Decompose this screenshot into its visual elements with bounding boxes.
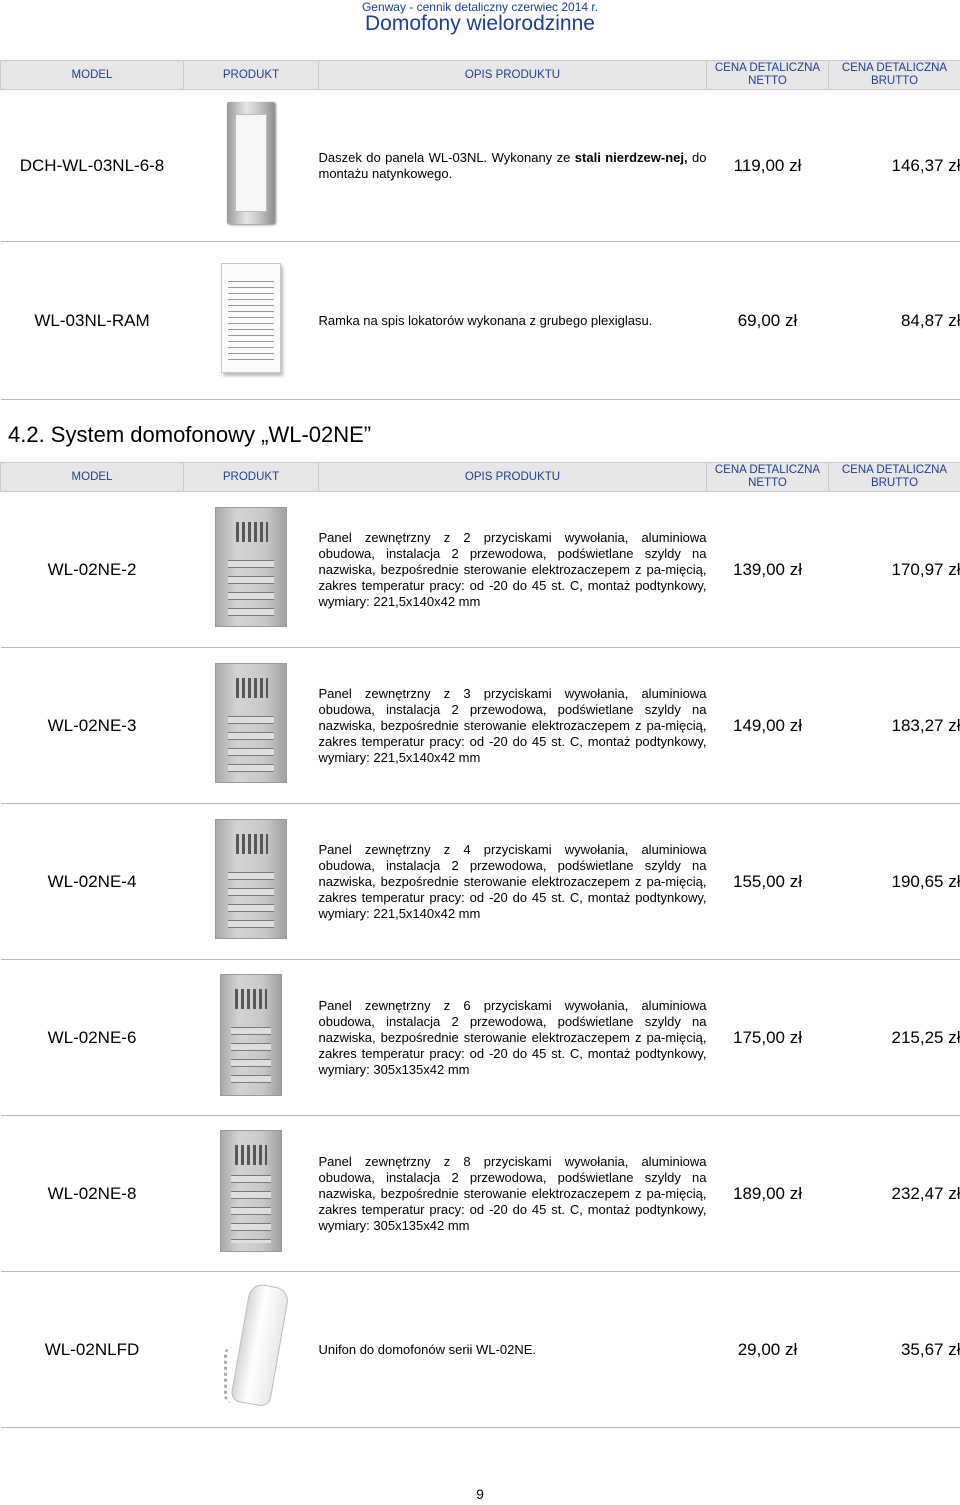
gross-price-cell: 35,67 zł <box>829 1272 960 1428</box>
gross-price-cell: 232,47 zł <box>829 1116 960 1272</box>
net-price-cell: 175,00 zł <box>707 960 829 1116</box>
description-cell: Panel zewnętrzny z 6 przyciskami wywołania, aluminiowa obudowa, instalacja 2 przewodowa, podświetlane szyldy na nazwiska, bezpośrednie sterowanie elektrozaczepem z pa-mięcią, zakres temperatur pracy: od -20 do 45 st. C, montaż podtynkowy, wymiary: 305x135x42 mm <box>319 960 707 1116</box>
col-header-description: OPIS PRODUKTU <box>319 463 707 492</box>
col-header-net: CENA DETALICZNA NETTO <box>707 61 829 90</box>
section-title: 4.2. System domofonowy „WL-02NE” <box>8 422 372 447</box>
page-number: 9 <box>476 1486 484 1502</box>
product-image-panel <box>184 960 319 1116</box>
description-cell: Ramka na spis lokatorów wykonana z grubego plexiglasu. <box>319 242 707 400</box>
product-image-handset <box>184 1272 319 1428</box>
door-panel-image <box>215 819 287 939</box>
handset-image <box>222 1285 280 1409</box>
gross-price-cell: 146,37 zł <box>829 90 960 242</box>
price-table-1 <box>0 60 960 400</box>
model-cell: WL-03NL-RAM <box>1 242 184 400</box>
gross-price-cell: 183,27 zł <box>829 648 960 804</box>
net-price-cell: 29,00 zł <box>707 1272 829 1428</box>
name-plate-image <box>221 263 281 373</box>
col-header-description: OPIS PRODUKTU <box>319 61 707 90</box>
col-header-model: MODEL <box>1 463 184 492</box>
model-cell: WL-02NE-6 <box>1 960 184 1116</box>
table-row <box>1 492 960 648</box>
model-cell: WL-02NE-4 <box>1 804 184 960</box>
model-cell: WL-02NE-3 <box>1 648 184 804</box>
col-header-model: MODEL <box>1 61 184 90</box>
gross-price-cell: 215,25 zł <box>829 960 960 1116</box>
table-row <box>1 242 960 400</box>
table-row <box>1 648 960 804</box>
product-image-panel <box>184 492 319 648</box>
description-cell: Panel zewnętrzny z 4 przyciskami wywołania, aluminiowa obudowa, instalacja 2 przewodowa, podświetlane szyldy na nazwiska, bezpośrednie sterowanie elektrozaczepem z pa-mięcią, zakres temperatur pracy: od -20 do 45 st. C, montaż podtynkowy, wymiary: 221,5x140x42 mm <box>319 804 707 960</box>
description-cell: Panel zewnętrzny z 3 przyciskami wywołania, aluminiowa obudowa, instalacja 2 przewodowa, podświetlane szyldy na nazwiska, bezpośrednie sterowanie elektrozaczepem z pa-mięcią, zakres temperatur pracy: od -20 do 45 st. C, montaż podtynkowy, wymiary: 221,5x140x42 mm <box>319 648 707 804</box>
net-price-cell: 139,00 zł <box>707 492 829 648</box>
table-header-row <box>1 463 960 492</box>
table-row <box>1 1116 960 1272</box>
product-image-plate <box>184 242 319 400</box>
product-image-frame <box>184 90 319 242</box>
col-header-product: PRODUKT <box>184 61 319 90</box>
door-panel-image <box>215 507 287 627</box>
col-header-gross: CENA DETALICZNA BRUTTO <box>829 463 960 492</box>
net-price-cell: 155,00 zł <box>707 804 829 960</box>
description-cell: Daszek do panela WL-03NL. Wykonany ze stali nierdzew-nej, do montażu natynkowego. <box>319 90 707 242</box>
model-cell: WL-02NE-2 <box>1 492 184 648</box>
col-header-net: CENA DETALICZNA NETTO <box>707 463 829 492</box>
table-row <box>1 1272 960 1428</box>
net-price-cell: 149,00 zł <box>707 648 829 804</box>
frame-image <box>227 102 275 224</box>
model-cell: WL-02NLFD <box>1 1272 184 1428</box>
price-table-2 <box>0 462 960 1428</box>
description-cell: Unifon do domofonów serii WL-02NE. <box>319 1272 707 1428</box>
net-price-cell: 119,00 zł <box>707 90 829 242</box>
gross-price-cell: 190,65 zł <box>829 804 960 960</box>
door-panel-image <box>215 663 287 783</box>
net-price-cell: 69,00 zł <box>707 242 829 400</box>
gross-price-cell: 170,97 zł <box>829 492 960 648</box>
table-row <box>1 960 960 1116</box>
model-cell: WL-02NE-8 <box>1 1116 184 1272</box>
product-image-panel <box>184 648 319 804</box>
product-image-panel <box>184 804 319 960</box>
header-subtitle: Genway - cennik detaliczny czerwiec 2014 r. <box>361 0 599 14</box>
col-header-product: PRODUKT <box>184 463 319 492</box>
product-image-panel <box>184 1116 319 1272</box>
description-cell: Panel zewnętrzny z 2 przyciskami wywołania, aluminiowa obudowa, instalacja 2 przewodowa, podświetlane szyldy na nazwiska, bezpośrednie sterowanie elektrozaczepem z pa-mięcią, zakres temperatur pracy: od -20 do 45 st. C, montaż podtynkowy, wymiary: 221,5x140x42 mm <box>319 492 707 648</box>
net-price-cell: 189,00 zł <box>707 1116 829 1272</box>
table-row <box>1 804 960 960</box>
table-header-row <box>1 61 960 90</box>
header-title: Domofony wielorodzinne <box>365 12 595 35</box>
gross-price-cell: 84,87 zł <box>829 242 960 400</box>
door-panel-image <box>220 974 282 1096</box>
table-row <box>1 90 960 242</box>
col-header-gross: CENA DETALICZNA BRUTTO <box>829 61 960 90</box>
door-panel-image <box>220 1130 282 1252</box>
model-cell: DCH-WL-03NL-6-8 <box>1 90 184 242</box>
description-cell: Panel zewnętrzny z 8 przyciskami wywołania, aluminiowa obudowa, instalacja 2 przewodowa, podświetlane szyldy na nazwiska, bezpośrednie sterowanie elektrozaczepem z pa-mięcią, zakres temperatur pracy: od -20 do 45 st. C, montaż podtynkowy, wymiary: 305x135x42 mm <box>319 1116 707 1272</box>
